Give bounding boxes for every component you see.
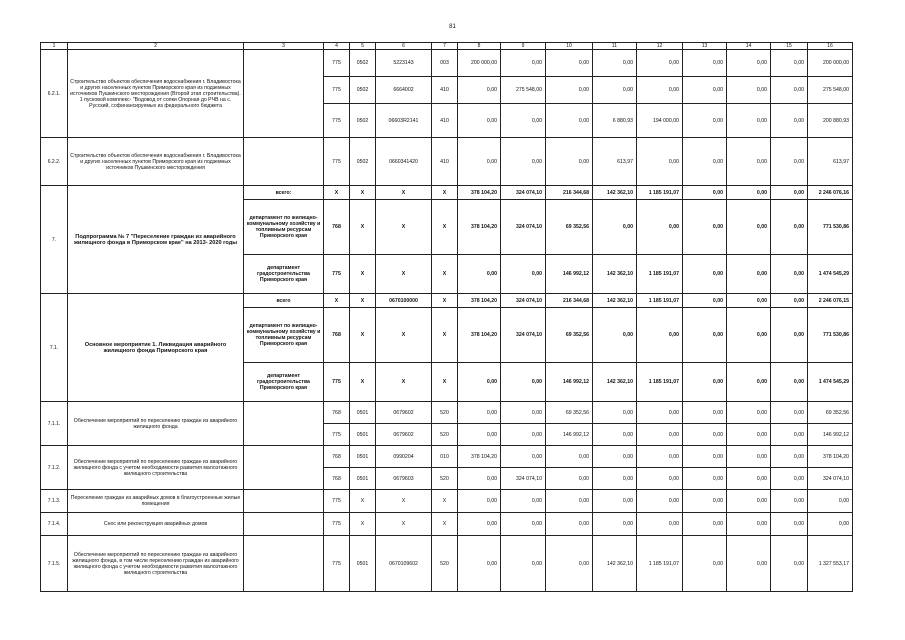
- value-cell: 613,97: [593, 138, 637, 186]
- value-cell: 0,00: [458, 468, 501, 490]
- value-cell: 0,00: [637, 402, 683, 424]
- value-cell: 0,00: [593, 490, 637, 513]
- value-cell: 0,00: [771, 50, 808, 77]
- value-cell: 194 000,00: [637, 104, 683, 138]
- value-cell: 0,00: [727, 50, 771, 77]
- value-cell: 0,00: [771, 200, 808, 255]
- value-cell: 275 548,00: [501, 77, 546, 104]
- value-cell: 0,00: [546, 490, 593, 513]
- value-cell: 0660341420: [376, 138, 432, 186]
- value-cell: 0,00: [637, 308, 683, 363]
- value-cell: 0,00: [683, 468, 727, 490]
- value-cell: 0,00: [546, 77, 593, 104]
- value-cell: 0,00: [771, 446, 808, 468]
- value-cell: X: [432, 294, 458, 308]
- value-cell: 1 474 545,29: [808, 363, 853, 402]
- value-cell: 0,00: [771, 255, 808, 294]
- column-header: 8: [458, 43, 501, 50]
- value-cell: 0,00: [458, 363, 501, 402]
- value-cell: 216 344,68: [546, 186, 593, 200]
- value-cell: X: [432, 490, 458, 513]
- value-cell: 0,00: [771, 363, 808, 402]
- value-cell: X: [350, 490, 376, 513]
- value-cell: X: [324, 186, 350, 200]
- value-cell: X: [376, 513, 432, 536]
- value-cell: 378 104,20: [458, 308, 501, 363]
- value-cell: 0,00: [771, 104, 808, 138]
- value-cell: X: [376, 255, 432, 294]
- column-header: 11: [593, 43, 637, 50]
- value-cell: 0,00: [727, 294, 771, 308]
- value-cell: 0501: [350, 536, 376, 592]
- value-cell: 0501: [350, 446, 376, 468]
- value-cell: 775: [324, 536, 350, 592]
- value-cell: 0501: [350, 424, 376, 446]
- value-cell: 0,00: [683, 536, 727, 592]
- value-cell: 0502: [350, 104, 376, 138]
- value-cell: 0,00: [771, 536, 808, 592]
- value-cell: 0,00: [637, 200, 683, 255]
- value-cell: 0,00: [637, 50, 683, 77]
- responsible-cell: департамент по жилищно-коммунальному хозяйству и топливным ресурсам Приморского края: [244, 200, 324, 255]
- column-header: 1: [41, 43, 68, 50]
- value-cell: 6 880,93: [593, 104, 637, 138]
- value-cell: 775: [324, 513, 350, 536]
- value-cell: 0,00: [501, 424, 546, 446]
- value-cell: 410: [432, 77, 458, 104]
- value-cell: 0,00: [593, 50, 637, 77]
- value-cell: 775: [324, 424, 350, 446]
- value-cell: X: [350, 363, 376, 402]
- value-cell: 0,00: [458, 490, 501, 513]
- table-row: [41, 138, 853, 186]
- value-cell: 0,00: [771, 77, 808, 104]
- item-name: Переселение граждан из аварийных домов в благоустроенные жилые помещения: [68, 490, 244, 513]
- value-cell: 0,00: [593, 468, 637, 490]
- value-cell: 0,00: [727, 77, 771, 104]
- row-id: 7.1.4.: [41, 513, 68, 536]
- value-cell: 0,00: [546, 138, 593, 186]
- responsible-cell: всего: [244, 294, 324, 308]
- value-cell: X: [432, 363, 458, 402]
- responsible-cell: департамент градостроительства Приморского края: [244, 363, 324, 402]
- value-cell: 0,00: [771, 513, 808, 536]
- value-cell: 0,00: [501, 138, 546, 186]
- value-cell: 0,00: [727, 255, 771, 294]
- responsible-cell: [244, 50, 324, 138]
- value-cell: 0,00: [458, 513, 501, 536]
- value-cell: 0990204: [376, 446, 432, 468]
- value-cell: X: [432, 186, 458, 200]
- value-cell: 324 074,10: [501, 186, 546, 200]
- value-cell: 0,00: [727, 402, 771, 424]
- value-cell: 0,00: [727, 138, 771, 186]
- value-cell: 0,00: [683, 446, 727, 468]
- value-cell: 0,00: [683, 402, 727, 424]
- page-number: 81: [449, 24, 456, 30]
- row-id: 7.1.5.: [41, 536, 68, 592]
- value-cell: 0,00: [637, 424, 683, 446]
- value-cell: 142 362,10: [593, 536, 637, 592]
- value-cell: 0,00: [727, 513, 771, 536]
- value-cell: 613,97: [808, 138, 853, 186]
- budget-table: [40, 42, 853, 592]
- value-cell: 1 185 191,07: [637, 186, 683, 200]
- value-cell: 0,00: [727, 468, 771, 490]
- table-row: [41, 43, 853, 50]
- value-cell: 0501: [350, 468, 376, 490]
- value-cell: 1 185 191,07: [637, 255, 683, 294]
- value-cell: X: [432, 255, 458, 294]
- value-cell: X: [350, 294, 376, 308]
- value-cell: 275 548,00: [808, 77, 853, 104]
- value-cell: 0,00: [727, 424, 771, 446]
- value-cell: 0,00: [637, 138, 683, 186]
- value-cell: 0670100000: [376, 294, 432, 308]
- value-cell: 0679602: [376, 402, 432, 424]
- value-cell: 0,00: [546, 536, 593, 592]
- column-header: 4: [324, 43, 350, 50]
- column-header: 9: [501, 43, 546, 50]
- value-cell: 324 074,10: [501, 468, 546, 490]
- column-header: 10: [546, 43, 593, 50]
- table-row: [41, 186, 853, 200]
- value-cell: 0,00: [727, 200, 771, 255]
- responsible-cell: всего:: [244, 186, 324, 200]
- row-id: 7.: [41, 186, 68, 294]
- value-cell: 0,00: [593, 446, 637, 468]
- responsible-cell: [244, 490, 324, 513]
- row-id: 7.1.2.: [41, 446, 68, 490]
- value-cell: 0,00: [546, 104, 593, 138]
- value-cell: 69 352,56: [808, 402, 853, 424]
- table-row: [41, 490, 853, 513]
- value-cell: 0,00: [637, 490, 683, 513]
- column-header: 3: [244, 43, 324, 50]
- value-cell: 410: [432, 104, 458, 138]
- value-cell: 775: [324, 255, 350, 294]
- value-cell: 0679602: [376, 424, 432, 446]
- value-cell: 0,00: [458, 138, 501, 186]
- value-cell: 378 104,20: [458, 294, 501, 308]
- value-cell: 324 074,10: [501, 200, 546, 255]
- value-cell: 0,00: [727, 536, 771, 592]
- column-header: 2: [68, 43, 244, 50]
- value-cell: 003: [432, 50, 458, 77]
- responsible-cell: департамент по жилищно-коммунальному хозяйству и топливным ресурсам Приморского края: [244, 308, 324, 363]
- value-cell: 0,00: [593, 513, 637, 536]
- value-cell: X: [350, 186, 376, 200]
- value-cell: 0,00: [683, 77, 727, 104]
- value-cell: 0,00: [727, 308, 771, 363]
- value-cell: 2 246 076,15: [808, 294, 853, 308]
- value-cell: 0,00: [683, 186, 727, 200]
- value-cell: 0,00: [771, 402, 808, 424]
- value-cell: 0679603: [376, 468, 432, 490]
- value-cell: 200 880,93: [808, 104, 853, 138]
- value-cell: 775: [324, 490, 350, 513]
- item-name: Снос или реконструкция аварийных домов: [68, 513, 244, 536]
- value-cell: 0,00: [593, 402, 637, 424]
- item-name: Подпрограмма № 7 "Переселение граждан из аварийного жилищного фонда в Приморском крае" на 2013- 2020 годы: [68, 186, 244, 294]
- value-cell: 0,00: [727, 363, 771, 402]
- value-cell: 0,00: [683, 513, 727, 536]
- value-cell: 775: [324, 138, 350, 186]
- value-cell: 0,00: [501, 536, 546, 592]
- value-cell: 1 185 191,07: [637, 536, 683, 592]
- value-cell: 324 074,10: [501, 294, 546, 308]
- column-header: 16: [808, 43, 853, 50]
- responsible-cell: [244, 402, 324, 446]
- value-cell: 771 530,86: [808, 200, 853, 255]
- value-cell: 0,00: [593, 424, 637, 446]
- value-cell: 69 352,56: [546, 308, 593, 363]
- value-cell: 520: [432, 468, 458, 490]
- value-cell: 0,00: [593, 77, 637, 104]
- value-cell: 0,00: [771, 294, 808, 308]
- value-cell: 0,00: [727, 446, 771, 468]
- value-cell: 0,00: [501, 490, 546, 513]
- responsible-cell: [244, 446, 324, 490]
- value-cell: 0,00: [683, 424, 727, 446]
- value-cell: X: [324, 294, 350, 308]
- value-cell: 1 474 545,29: [808, 255, 853, 294]
- value-cell: 0,00: [546, 50, 593, 77]
- value-cell: 378 104,20: [458, 446, 501, 468]
- value-cell: 146 992,12: [546, 255, 593, 294]
- value-cell: 0,00: [771, 138, 808, 186]
- value-cell: X: [376, 363, 432, 402]
- responsible-cell: департамент градостроительства Приморского края: [244, 255, 324, 294]
- value-cell: 5223143: [376, 50, 432, 77]
- value-cell: 0,00: [808, 490, 853, 513]
- value-cell: 010: [432, 446, 458, 468]
- value-cell: 142 362,10: [593, 363, 637, 402]
- value-cell: 0501: [350, 402, 376, 424]
- value-cell: X: [376, 186, 432, 200]
- value-cell: 0,00: [501, 402, 546, 424]
- value-cell: 0,00: [771, 186, 808, 200]
- value-cell: 768: [324, 468, 350, 490]
- value-cell: 0,00: [683, 308, 727, 363]
- value-cell: X: [350, 200, 376, 255]
- column-header: 7: [432, 43, 458, 50]
- value-cell: 1 185 191,07: [637, 294, 683, 308]
- value-cell: 0,00: [501, 446, 546, 468]
- value-cell: 1 185 191,07: [637, 363, 683, 402]
- responsible-cell: [244, 513, 324, 536]
- value-cell: 0,00: [637, 513, 683, 536]
- value-cell: X: [350, 513, 376, 536]
- responsible-cell: [244, 138, 324, 186]
- value-cell: 06603R2141: [376, 104, 432, 138]
- value-cell: 200 000,00: [808, 50, 853, 77]
- table-row: [41, 536, 853, 592]
- value-cell: X: [350, 255, 376, 294]
- value-cell: 0,00: [683, 138, 727, 186]
- value-cell: 0502: [350, 138, 376, 186]
- item-name: Обеспечение мероприятий по переселению граждан из аварийного жилищного фонда с учетом необходимости развития малоэтажного жилищного строительства: [68, 446, 244, 490]
- value-cell: 0,00: [771, 308, 808, 363]
- column-header: 5: [350, 43, 376, 50]
- value-cell: 0,00: [458, 536, 501, 592]
- value-cell: 520: [432, 402, 458, 424]
- value-cell: X: [432, 513, 458, 536]
- value-cell: 6664002: [376, 77, 432, 104]
- value-cell: 0,00: [771, 490, 808, 513]
- table-row: [41, 50, 853, 77]
- value-cell: 775: [324, 50, 350, 77]
- value-cell: 142 362,10: [593, 186, 637, 200]
- value-cell: 0,00: [458, 424, 501, 446]
- value-cell: 0,00: [501, 513, 546, 536]
- value-cell: 0,00: [637, 468, 683, 490]
- table-row: [41, 294, 853, 308]
- value-cell: 146 992,12: [546, 424, 593, 446]
- value-cell: 0,00: [808, 513, 853, 536]
- value-cell: 0,00: [683, 255, 727, 294]
- value-cell: 0,00: [683, 50, 727, 77]
- value-cell: 768: [324, 446, 350, 468]
- value-cell: 142 362,10: [593, 255, 637, 294]
- row-id: 6.2.1.: [41, 50, 68, 138]
- value-cell: 378 104,20: [458, 186, 501, 200]
- value-cell: 0,00: [458, 104, 501, 138]
- value-cell: 69 352,56: [546, 402, 593, 424]
- value-cell: 0670109602: [376, 536, 432, 592]
- value-cell: 0,00: [593, 200, 637, 255]
- row-id: 7.1.1.: [41, 402, 68, 446]
- value-cell: 768: [324, 200, 350, 255]
- value-cell: 200 000,00: [458, 50, 501, 77]
- value-cell: X: [432, 200, 458, 255]
- value-cell: 0,00: [683, 200, 727, 255]
- value-cell: 768: [324, 402, 350, 424]
- value-cell: 378 104,20: [808, 446, 853, 468]
- value-cell: 775: [324, 77, 350, 104]
- value-cell: 0,00: [501, 104, 546, 138]
- row-id: 7.1.: [41, 294, 68, 402]
- value-cell: 771 530,86: [808, 308, 853, 363]
- value-cell: 2 246 076,16: [808, 186, 853, 200]
- value-cell: 410: [432, 138, 458, 186]
- value-cell: X: [432, 308, 458, 363]
- value-cell: 69 352,56: [546, 200, 593, 255]
- value-cell: 0,00: [546, 513, 593, 536]
- column-header: 15: [771, 43, 808, 50]
- value-cell: 0,00: [546, 468, 593, 490]
- value-cell: 324 074,10: [808, 468, 853, 490]
- value-cell: 0,00: [501, 50, 546, 77]
- value-cell: 520: [432, 424, 458, 446]
- value-cell: X: [376, 200, 432, 255]
- row-id: 7.1.3.: [41, 490, 68, 513]
- value-cell: 775: [324, 104, 350, 138]
- value-cell: 142 362,10: [593, 294, 637, 308]
- value-cell: 0,00: [637, 77, 683, 104]
- value-cell: 0,00: [637, 446, 683, 468]
- value-cell: 146 992,12: [808, 424, 853, 446]
- value-cell: 775: [324, 363, 350, 402]
- value-cell: 0,00: [458, 255, 501, 294]
- column-header: 12: [637, 43, 683, 50]
- value-cell: X: [376, 490, 432, 513]
- row-id: 6.2.2.: [41, 138, 68, 186]
- value-cell: 324 074,10: [501, 308, 546, 363]
- value-cell: 0,00: [546, 446, 593, 468]
- value-cell: 0,00: [727, 104, 771, 138]
- value-cell: 0502: [350, 50, 376, 77]
- value-cell: 0,00: [458, 402, 501, 424]
- table-row: [41, 446, 853, 468]
- item-name: Строительство объектов обеспечения водоснабжения г. Владивостока и других населенных пунктов Приморского края из подземных источников Пушкинского месторождения (Второй этап строительства). 1 пусковой комплекс- "Водовод от сопки Опорная до РЧВ на с. Русский, софинансируемых из федерального бюджета: [68, 50, 244, 138]
- column-header: 14: [727, 43, 771, 50]
- value-cell: 0,00: [683, 294, 727, 308]
- table-row: [41, 402, 853, 424]
- value-cell: 0,00: [727, 490, 771, 513]
- item-name: Основное мероприятие 1. Ликвидация аварийного жилищного фонда Приморского края: [68, 294, 244, 402]
- value-cell: 0,00: [683, 363, 727, 402]
- value-cell: X: [350, 308, 376, 363]
- table-row: [41, 513, 853, 536]
- value-cell: 146 992,12: [546, 363, 593, 402]
- value-cell: 0,00: [683, 490, 727, 513]
- value-cell: 0,00: [727, 186, 771, 200]
- value-cell: 520: [432, 536, 458, 592]
- value-cell: 0,00: [501, 255, 546, 294]
- value-cell: 0,00: [458, 77, 501, 104]
- column-header: 6: [376, 43, 432, 50]
- value-cell: 0,00: [771, 424, 808, 446]
- value-cell: 0502: [350, 77, 376, 104]
- value-cell: 1 327 553,17: [808, 536, 853, 592]
- value-cell: 0,00: [501, 363, 546, 402]
- value-cell: 0,00: [593, 308, 637, 363]
- value-cell: 216 344,68: [546, 294, 593, 308]
- responsible-cell: [244, 536, 324, 592]
- value-cell: 0,00: [771, 468, 808, 490]
- value-cell: X: [376, 308, 432, 363]
- column-header: 13: [683, 43, 727, 50]
- value-cell: 768: [324, 308, 350, 363]
- item-name: Строительство объектов обеспечения водоснабжения г. Владивостока и других населенных пунктов Приморского края из подземных источников Пушкинского месторождения: [68, 138, 244, 186]
- item-name: Обеспечение мероприятий по переселению граждан из аварийного жилищного фонда, в том числе переселению граждан из аварийного жилищного фонда с учетом необходимости развития малоэтажного жилищного строительства: [68, 536, 244, 592]
- value-cell: 0,00: [683, 104, 727, 138]
- value-cell: 378 104,20: [458, 200, 501, 255]
- item-name: Обеспечение мероприятий по переселению граждан из аварийного жилищного фонда: [68, 402, 244, 446]
